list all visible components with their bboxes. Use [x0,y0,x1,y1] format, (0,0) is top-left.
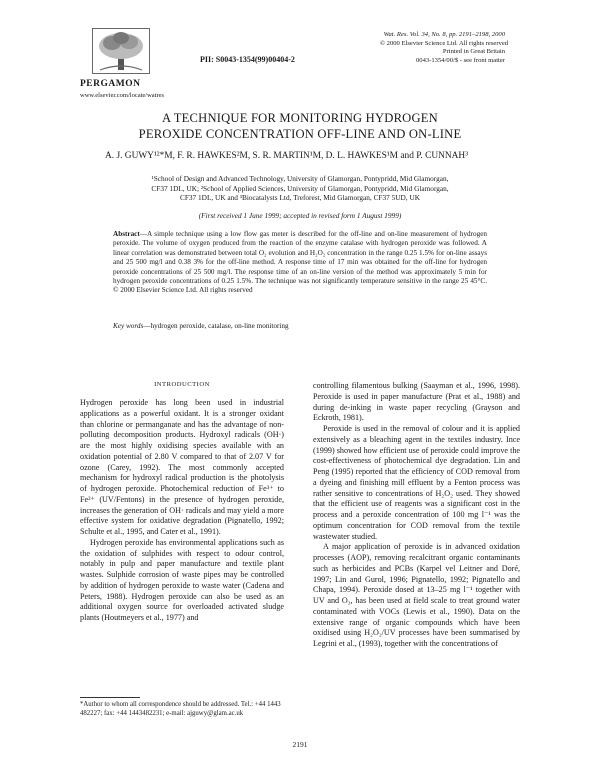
journal-url[interactable]: www.elsevier.com/locate/watres [80,92,165,99]
printed-line: Printed in Great Britain [442,48,505,56]
affiliation-line: CF37 1DL, UK and ³Biocatalysts Ltd, Treforest, Mid Glamorgan, CF37 5UD, UK [179,193,420,203]
keywords [113,322,487,330]
publisher-name: PERGAMON [80,79,141,89]
section-heading-introduction: INTRODUCTION [154,381,210,388]
affiliations [80,174,520,203]
right-column [313,381,520,650]
left-column [80,381,284,624]
intro-paragraph: Peroxide is used in the removal of colour and it is applied extensively as a bleaching agent in the textiles industry. Ince (1999) showed how efficient use of peroxide could improve the cost-effectiveness of photochemical dye degradation. Lin and Peng (1995) reported that the efficiency of COD removal from a dyeing and finishing mill effluent by a Fenton process was rather sensitive to concentrations of H₂O₂ used. They showed that the efficient use of reagents was a significant cost in the process and a peroxide concentration of 100 mg l⁻¹ was the optimum concentration for COD removal from the textile wastewater studied. [313,424,520,541]
article-title [60,110,540,142]
keywords-text: —hydrogen peroxide, catalase, on-line monitoring [143,322,289,330]
intro-paragraph: Hydrogen peroxide has long been used in industrial applications as a powerful oxidant. It is a stronger oxidant than chlorine or permanganate and has the advantage of non-polluting decomposition products. Hydroxyl radicals (OH·) are the most highly oxidising species available with an oxidation potential of 2.80 V compared to that of 2.07 V for ozone (Carey, 1992). The most commonly accepted mechanism for hydroxyl radical production is the photolysis of hydrogen peroxide. Photochemical reduction of Fe³⁺ to Fe²⁺ (UV/Fentons) in the presence of hydrogen peroxide, increases the generation of OH· radicals and may yield a more effective system for oxidative degradation (Pignatello, 1992; Schulte et al., 1995, and Cater et al., 1991). [80,398,284,536]
abstract [113,230,487,296]
author-list: A. J. GUWY¹²*M, F. R. HAWKES²M, S. R. MARTIN¹M, D. L. HAWKES¹M and P. CUNNAH³ [105,151,469,161]
affiliation-line: CF37 1DL, UK; ²School of Applied Sciences, University of Glamorgan, Pontypridd, Mid Glamorgan, [151,183,449,193]
page-number: 2191 [292,740,308,749]
publication-info [380,31,509,65]
footnote-divider [80,697,140,698]
title-line: PEROXIDE CONCENTRATION OFF-LINE AND ON-LINE [138,127,462,141]
correspondence-footnote: *Author to whom all correspondence should be addressed. Tel.: +44 1443 482227; fax: +44 1443482231; e-mail: ajguwy@glam.ac.uk [80,701,281,717]
abstract-text: —A simple technique using a low flow gas meter is described for the off-line and on-line measurement of hydrogen peroxide. The volume of oxygen produced from the reaction of the enzyme catalase with hydrogen peroxide was followed. A linear correlation was demonstrated between total O₂ evolution and H₂O₂ concentration in the range 0.25 1.5% for on-line assays and 25 500 mg/l and 0.38 3% for the off-line method. A response time of 17 min was obtained for the off-line for hydrogen peroxide concentrations of 25 500 mg/l. The response time of an on-line version of the method was approximately 5 min for hydrogen peroxide concentrations of 0.25 1.5%. The technique was not significantly temperature sensitive in the range 25 45°C. © 2000 Elsevier Science Ltd. All rights reserved [113,230,487,295]
pii-identifier: PII: S0043-1354(99)00404-2 [200,55,295,64]
abstract-label: Abstract [113,230,140,238]
keywords-label: Key words [113,322,144,330]
received-dates: (First received 1 June 1999; accepted in revised form 1 August 1999) [198,211,402,220]
affiliation-line: ¹School of Design and Advanced Technology, University of Glamorgan, Pontypridd, Mid Glamorgan, [151,174,449,183]
journal-line: Wat. Res. Vol. 34, No. 8, pp. 2191–2198, 2000 [383,31,505,38]
intro-paragraph: controlling filamentous bulking (Saayman et al., 1996, 1998). Peroxide is used in paper manufacture (Prat et al., 1988) and during de-inking in waste paper recycling (Grayson and Eckroth, 1981). [313,381,520,423]
intro-paragraph: Hydrogen peroxide has environmental applications such as the oxidation of sulphides with respect to odour control, notably in pulp and paper manufacture and textile plant wastes. Sulphide corrosion of waste pipes may be controlled by addition of hydrogen peroxide to waste water (Cadena and Peters, 1988). Hydrogen peroxide can also be used as an additional oxygen source for overloaded activated sludge plants (Houtmeyers et al., 1977) and [80,537,284,622]
elsevier-tree-logo [92,28,150,74]
issn-line: 0043-1354/00/$ - see front matter [416,56,505,64]
copyright-line: © 2000 Elsevier Science Ltd. All rights reserved [380,39,509,47]
title-line: A TECHNIQUE FOR MONITORING HYDROGEN [162,111,438,125]
intro-paragraph: A major application of peroxide is in advanced oxidation processes (AOP), removing recalcitrant organic contaminants such as herbicides and PCBs (Karpel vel Leitner and Doré, 1997; Lin and Gurol, 1996; Pignatello, 1992; Pignatello and Chapa, 1994). Peroxide dosed at 13–25 mg l⁻¹ together with UV and O₃, has been used at field scale to treat ground water contaminated with VOCs (Lewis et al., 1990). Data on the extensive range of organic compounds which have been oxidised using H₂O₂/UV processes have been summarised by Legrini et al., (1993), together with the concentrations of [313,542,520,648]
